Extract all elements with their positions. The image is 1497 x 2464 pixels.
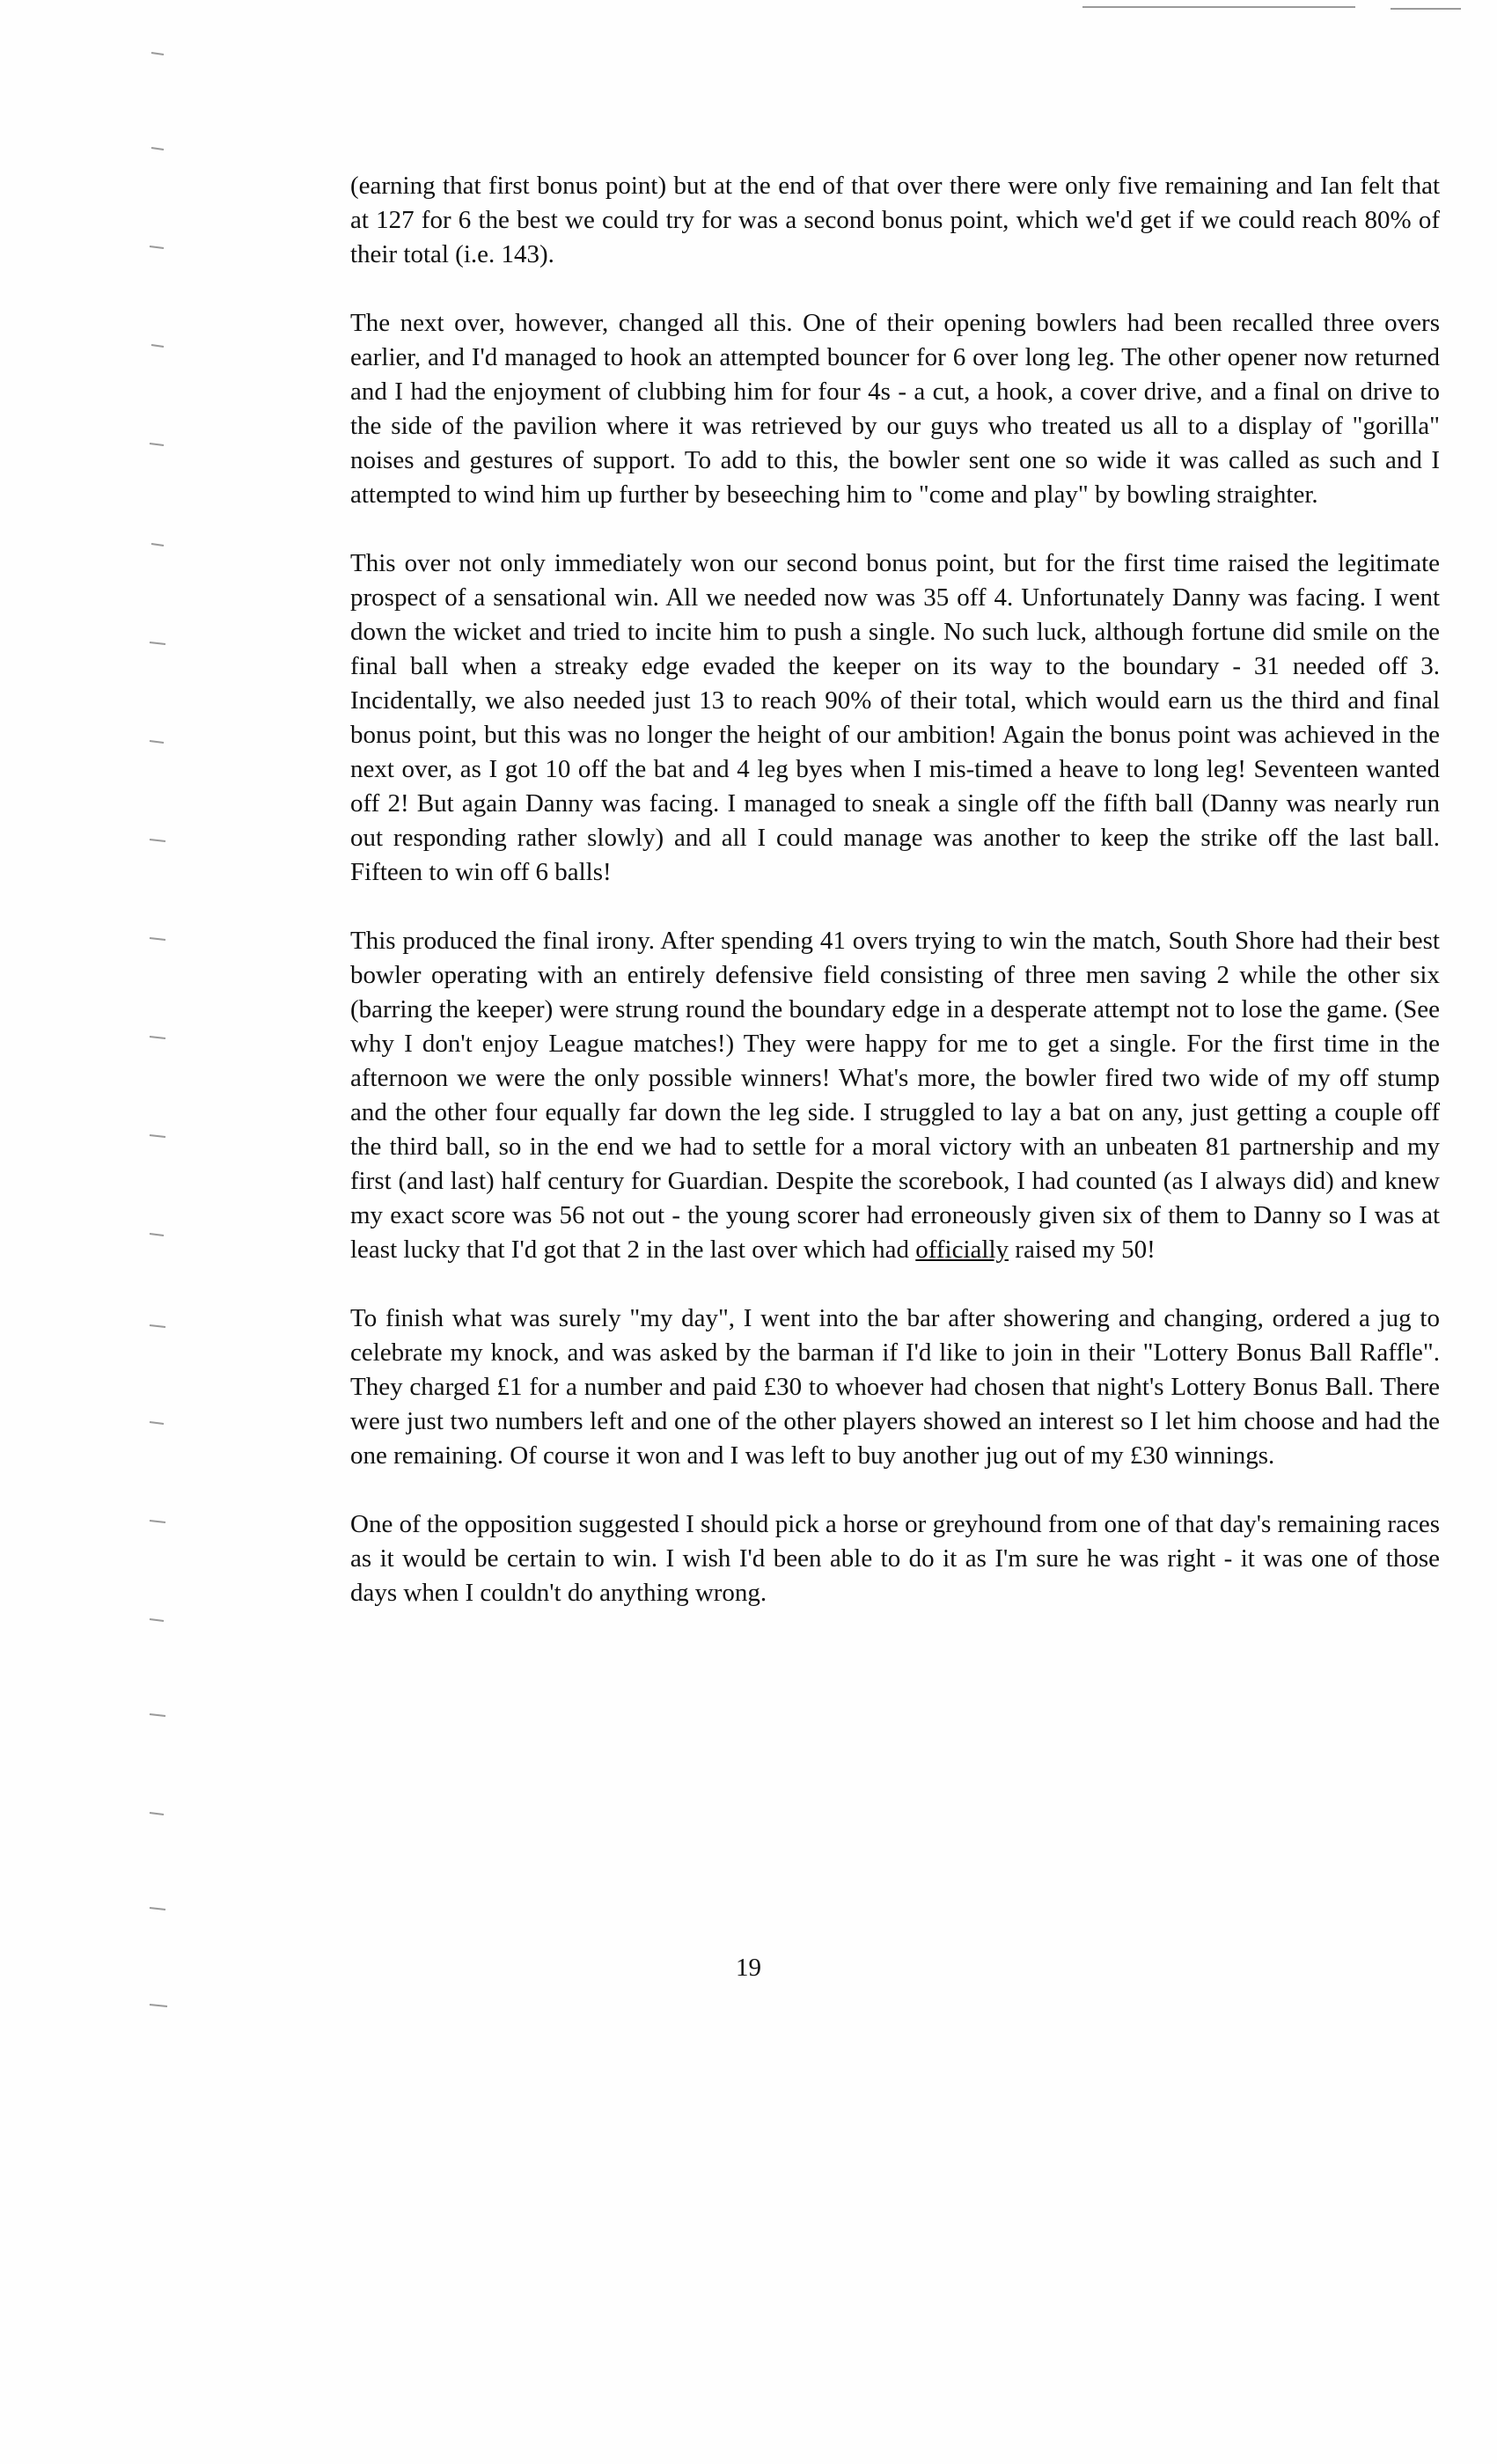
page-number: 19 bbox=[736, 1954, 761, 1982]
paragraph-text: raised my 50! bbox=[1009, 1236, 1156, 1264]
paragraph: One of the opposition suggested I should pick a horse or greyhound from one of that day's remaining races as it would be certain to win. I wish I'd been able to do it as I'm sure he was right - it was one of those days when I couldn't do anything wrong. bbox=[350, 1510, 1440, 1607]
paragraph: The next over, however, changed all this. One of their opening bowlers had been recalled three overs earlier, and I'd managed to hook an attempted bouncer for 6 over long leg. The other opener now returned and I had the enjoyment of clubbing him for four 4s - a cut, a hook, a cover drive, and a final on drive to the side of the pavilion where it was retrieved by our guys who treated us all to a display of "gorilla" noises and gestures of support. To add to this, the bowler sent one so wide it was called as such and I attempted to wind him up further by beseeching him to "come and play" by bowling straighter. bbox=[350, 309, 1440, 509]
paragraph bbox=[350, 924, 1440, 1267]
paragraph-text: This produced the final irony. After spending 41 overs trying to win the match, South Shore had their best bowler operating with an entirely defensive field consisting of three men saving 2 while the other six (barring the keeper) were strung round the boundary edge in a desperate attempt not to lose the game. (See why I don't enjoy League matches!) They were happy for me to get a single. For the first time in the afternoon we were the only possible winners! What's more, the bowler fired two wide of my off stump and the other four equally far down the leg side. I struggled to lay a bat on any, just getting a couple off the third ball, so in the end we had to settle for a moral victory with an unbeaten 81 partnership and my first (and last) half century for Guardian. Despite the scorebook, I had counted (as I always did) and knew my exact score was 56 not out - the young scorer had erroneously given six of them to Danny so I was at least lucky that I'd got that 2 in the last over which had bbox=[350, 927, 1440, 1264]
paragraph: This over not only immediately won our second bonus point, but for the first time raised the legitimate prospect of a sensational win. All we needed now was 35 off 4. Unfortunately Danny was facing. I went down the wicket and tried to incite him to push a single. No such luck, although fortune did smile on the final ball when a streaky edge evaded the keeper on its way to the boundary - 31 needed off 3. Incidentally, we also needed just 13 to reach 90% of their total, which would earn us the third and final bonus point, but this was no longer the height of our ambition! Again the bonus point was achieved in the next over, as I got 10 off the bat and 4 leg byes when I mis-timed a heave to long leg! Seventeen wanted off 2! But again Danny was facing. I managed to sneak a single off the fifth ball (Danny was nearly run out responding rather slowly) and all I could manage was another to keep the strike off the last ball. Fifteen to win off 6 balls! bbox=[350, 549, 1440, 886]
paragraph: To finish what was surely "my day", I went into the bar after showering and changing, ordered a jug to celebrate my knock, and was asked by the barman if I'd like to join in their "Lottery Bonus Ball Raffle". They charged £1 for a number and paid £30 to whoever had chosen that night's Lottery Bonus Ball. There were just two numbers left and one of the other players showed an interest so I let him choose and had the one remaining. Of course it won and I was left to buy another jug out of my £30 winnings. bbox=[350, 1304, 1440, 1470]
underlined-word: officially bbox=[915, 1236, 1009, 1264]
paragraph: (earning that first bonus point) but at the end of that over there were only five remaining and Ian felt that at 127 for 6 the best we could try for was a second bonus point, which we'd get if we could reach 80% of their total (i.e. 143). bbox=[350, 172, 1440, 268]
body-text bbox=[350, 169, 1440, 1610]
